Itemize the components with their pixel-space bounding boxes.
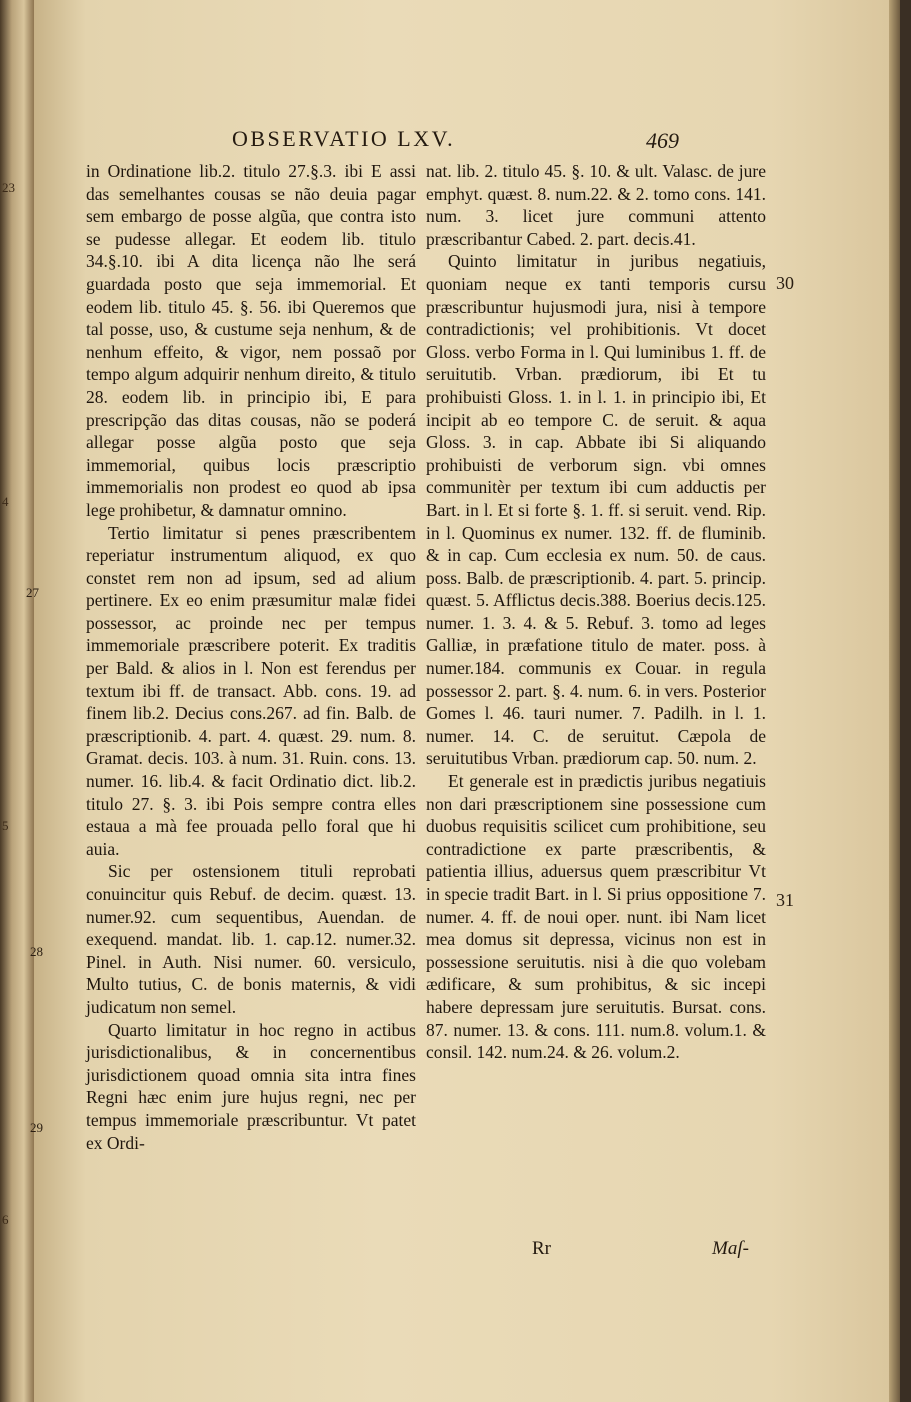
margin-number: 28 [30,944,43,959]
page-number: 469 [646,128,679,153]
paragraph: Tertio limitatur si penes præscribentem reperiatur instrumentum aliquod, ex quo constet rem non ad ipsum, sed ad alium pertinere. Ex eo enim præsumitur malæ fidei possessor, ac proinde nec per tempus immemoriale præscribere poterit. Ex traditis per Bald. & alios in l. Non est ferendus per textum ibi ff. de transact. Abb. cons. 19. ad finem lib.2. Decius cons.267. ad fin. Balb. de præscriptionib. 4. part. 4. quæst. 29. num. 8. Gramat. decis. 103. à num. 31. Ruin. cons. 13. numer. 16. lib.4. & facit Ordinatio dict. lib.2. titulo 27. §. 3. ibi Pois sempre contra elles estaua a mà fee prouada pello foral que hi auia. [86,522,416,859]
prev-margin-number: 23 [2,180,15,195]
catchword: Maſ- [712,1238,749,1259]
prev-margin-number: 6 [2,1212,9,1227]
margin-number: 31 [776,890,794,910]
previous-page-edge [0,0,34,1402]
paragraph: Quarto limitatur in hoc regno in actibus jurisdictionalibus, & in concernentibus jurisdictionem quoad omnia sita intra fines Regni hæc enim jure hujus regni, nec per tempus immemoriale præscribuntur. Vt patet ex Ordi- [86,1019,416,1153]
margin-number: 29 [30,1120,43,1135]
paragraph: Sic per ostensionem tituli reprobati conuincitur quis Rebuf. de decim. quæst. 13. numer.92. cum sequentibus, Auendan. de exequend. mandat. lib. 1. cap.12. numer.32. Pinel. in Auth. Nisi numer. 60. versiculo, Multo tutius, C. de bonis maternis, & vidi judicatum non semel. [86,861,416,1017]
paragraph: Et generale est in prædictis juribus negatiuis non dari præscriptionem sine possessione cum duobus requisitis scilicet cum prohibitione, seu contradictione ex parte præscribentis, & patientia illius, aduersus quem præscribitur Vt in specie tradit Bart. in l. Si prius oppositione 7. numer. 4. ff. de noui oper. nunt. ibi Nam licet mea domus sit depressa, vicinus non est in possessione seruitutis. nisi à die quo volebam ædificare, & sum prohibitus, & sic incepi habere depressam jure seruitutis. Bursat. cons. 87. numer. 13. & cons. 111. num.8. volum.1. & consil. 142. num.24. & 26. volum.2. [426,771,766,1063]
paragraph: nat. lib. 2. titulo 45. §. 10. & ult. Valasc. de jure emphyt. quæst. 8. num.22. & 2. tomo cons. 141. num. 3. licet jure communi attento præscribantur Cabed. 2. part. decis.41. [426,161,766,249]
left-column [86,160,416,1154]
prev-margin-number: 5 [2,818,9,833]
page [26,0,900,1402]
paragraph: Quinto limitatur in juribus negatiuis, quoniam neque ex tanti temporis cursu præscribuntur hujusmodi jura, nisi à tempore contradictionis; vel prohibitionis. Vt docet Gloss. verbo Forma in l. Qui luminibus 1. ff. de seruitutib. Vrban. prædiorum, ibi Et tu prohibuisti Gloss. 1. in l. 1. in principio ibi, Et incipit ab eo tempore C. de seruit. & aqua Gloss. 3. in cap. Abbate ibi Si aliquando prohibuisti de verborum sign. vbi omnes communitèr per textum ibi cum adductis per Bart. in l. Et si forte §. 1. ff. si seruit. vend. Rip. in l. Quominus ex numer. 132. ff. de fluminib. & in cap. Cum ecclesia ex num. 50. de caus. poss. Balb. de præscriptionib. 4. part. 5. princip. quæst. 5. Afflictus decis.388. Boerius decis.125. numer. 1. 3. 4. & 5. Rebuf. 3. tomo ad leges Galliæ, in præfatione titulo de mater. poss. à numer.184. communis ex Couar. in regula possessor 2. part. §. 4. num. 6. in vers. Posterior Gomes l. 46. tauri numer. 7. Padilh. in l. 1. numer. 14. C. de seruitut. Cæpola de seruitutibus Vrban. prædiorum cap. 50. num. 2. [426,251,766,769]
signature-mark: Rr [532,1238,551,1259]
prev-margin-number: 4 [2,494,9,509]
margin-number: 27 [26,585,39,600]
paragraph: in Ordinatione lib.2. titulo 27.§.3. ibi E assi das semelhantes cousas se não deuia pagar sem embargo de posse algũa, que contra isto se pudesse allegar. Et eodem lib. titulo 34.§.10. ibi A dita licença não lhe será guardada posto que seja immemorial. Et eodem lib. titulo 45. §. 56. ibi Queremos que tal posse, uso, & custume seja nenhum, & de nenhum effeito, & vigor, nem possaõ por tempo algum adquirir nenhum direito, & titulo 28. eodem lib. in principio ibi, E para prescripção das ditas cousas, não se poderá allegar posse algũa posto que seja immemorial, quibus locis præscriptio immemorialis non prodest eo quod ab ipsa lege prohibetur, & damnatur omnino. [86,161,416,520]
right-column [426,160,766,1064]
page-edge [889,0,900,1402]
running-header: OBSERVATIO LXV. [232,126,456,151]
margin-number: 30 [776,273,794,293]
